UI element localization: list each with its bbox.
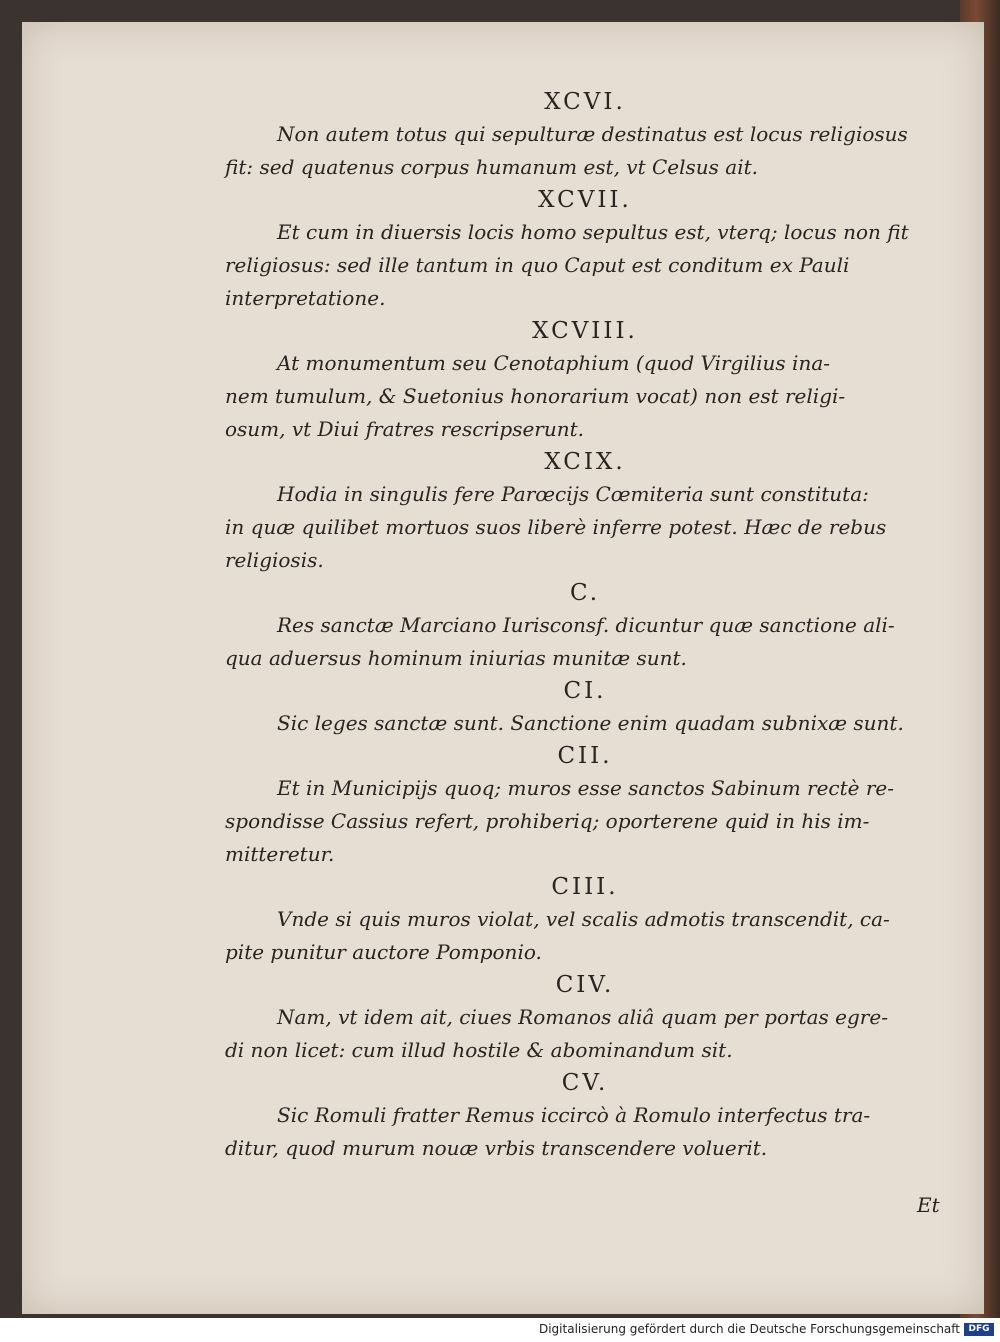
page-text-block — [225, 86, 945, 1165]
text-line: Vnde si quis muros violat, vel scalis admotis transcendit, ca- — [277, 907, 890, 931]
section-paragraph — [225, 609, 945, 675]
section-number: CII. — [557, 743, 613, 769]
text-line: pite punitur auctore Pomponio. — [225, 940, 542, 964]
text-line: Et in Municipijs quoq; muros esse sanctos Sabinum rectè re- — [277, 776, 894, 800]
text-line: Nam, vt idem ait, ciues Romanos aliâ quam per portas egre- — [277, 1005, 888, 1029]
dfg-logo-icon: DFG — [964, 1323, 994, 1336]
text-line: Non autem totus qui sepulturæ destinatus est locus religiosus — [277, 122, 908, 146]
text-line: Et cum in diuersis locis homo sepultus est, vterq; locus non fit — [277, 220, 909, 244]
section-paragraph — [225, 772, 945, 871]
section-number: XCVI. — [544, 89, 626, 115]
section-number: CV. — [561, 1070, 609, 1096]
section-paragraph — [225, 1001, 945, 1067]
catchword: Et — [917, 1193, 940, 1217]
text-line: fit: sed quatenus corpus humanum est, vt Celsus ait. — [225, 155, 758, 179]
text-line: religiosus: sed ille tantum in quo Caput est conditum ex Pauli — [225, 253, 850, 277]
section-number: CIII. — [551, 874, 619, 900]
section-number: CIV. — [555, 972, 615, 998]
text-line: mitteretur. — [225, 842, 335, 866]
text-line: Res sanctæ Marciano Iurisconsf. dicuntur quæ sanctione ali- — [277, 613, 895, 637]
footer-bar — [0, 1318, 1000, 1342]
text-line: interpretatione. — [225, 286, 386, 310]
section-paragraph — [225, 707, 945, 740]
text-line: Sic leges sanctæ sunt. Sanctione enim quadam subnixæ sunt. — [277, 711, 904, 735]
section-paragraph — [225, 903, 945, 969]
section-number: XCVII. — [538, 187, 632, 213]
text-line: ditur, quod murum nouæ vrbis transcendere voluerit. — [225, 1136, 768, 1160]
text-line: nem tumulum, & Suetonius honorarium vocat) non est religi- — [225, 384, 846, 408]
section-paragraph — [225, 118, 945, 184]
footer-credit: Digitalisierung gefördert durch die Deutsche Forschungsgemeinschaft — [538, 1322, 960, 1336]
section-paragraph — [225, 478, 945, 577]
text-line: Sic Romuli fratter Remus iccircò à Romulo interfectus tra- — [277, 1103, 871, 1127]
section-paragraph — [225, 216, 945, 315]
text-line: qua aduersus hominum iniurias munitæ sunt. — [225, 646, 687, 670]
text-line: religiosis. — [225, 548, 324, 572]
text-line: spondisse Cassius refert, prohiberiq; oporterene quid in his im- — [225, 809, 870, 833]
text-line: in quæ quilibet mortuos suos liberè inferre potest. Hæc de rebus — [225, 515, 887, 539]
section-number: XCIX. — [544, 449, 626, 475]
text-line: Hodia in singulis fere Parœcijs Cœmiteria sunt constituta: — [277, 482, 869, 506]
text-line: osum, vt Diui fratres rescripserunt. — [225, 417, 585, 441]
text-line: At monumentum seu Cenotaphium (quod Virgilius ina- — [277, 351, 831, 375]
section-number: XCVIII. — [532, 318, 638, 344]
text-line: di non licet: cum illud hostile & abominandum sit. — [225, 1038, 733, 1062]
section-paragraph — [225, 347, 945, 446]
section-number: CI. — [563, 678, 607, 704]
section-paragraph — [225, 1099, 945, 1165]
section-number: C. — [569, 580, 601, 606]
